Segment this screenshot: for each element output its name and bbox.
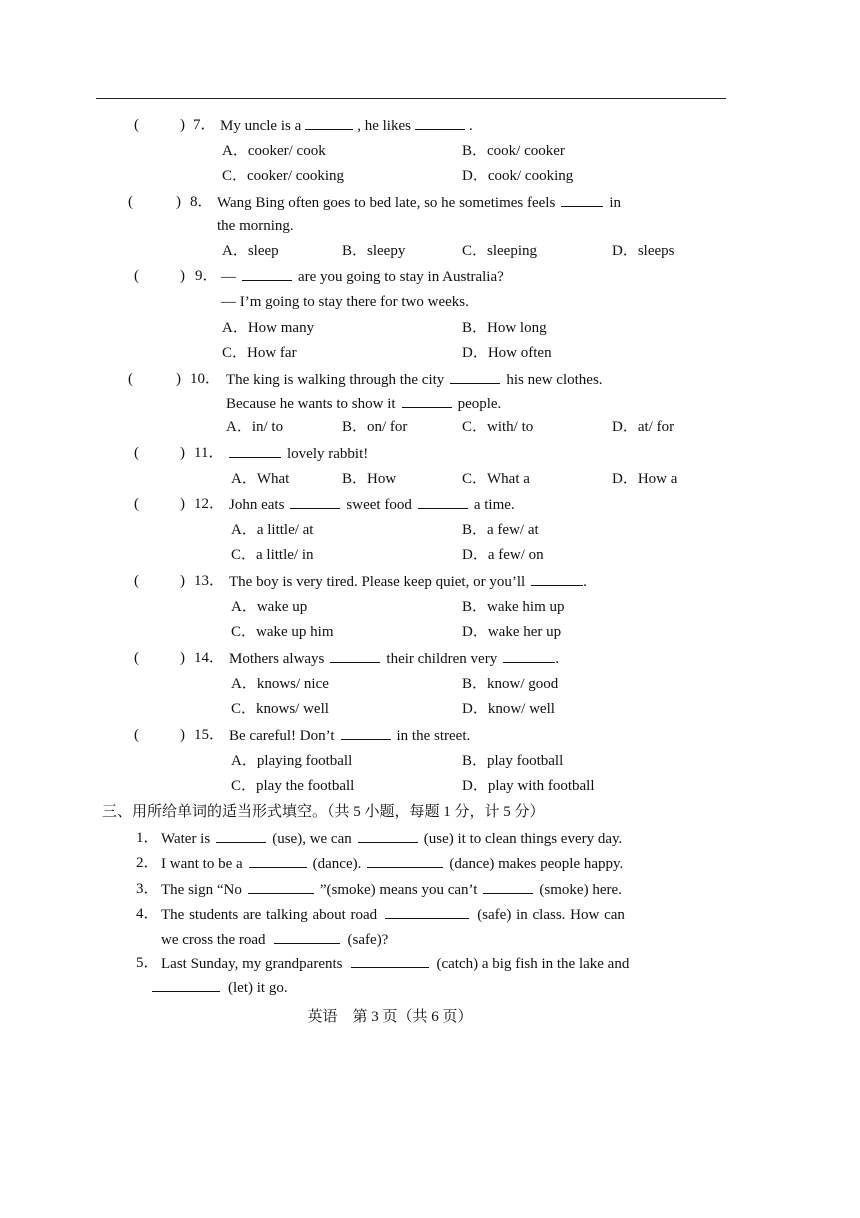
answer-paren-close: ) bbox=[180, 650, 185, 666]
question-number: 11． bbox=[194, 445, 224, 461]
answer-paren-open: ( bbox=[134, 573, 139, 589]
question-stem: Mothers always their children very . bbox=[229, 648, 559, 669]
answer-paren-close: ) bbox=[180, 445, 185, 461]
option-b: B．How long bbox=[462, 320, 547, 336]
question-number: 14． bbox=[194, 650, 225, 666]
option-a: A．in/ to bbox=[226, 419, 284, 435]
question-stem: lovely rabbit! bbox=[229, 443, 368, 464]
answer-blank bbox=[249, 853, 307, 868]
option-d: D．know/ well bbox=[462, 701, 555, 717]
option-b: B．cook/ cooker bbox=[462, 143, 565, 159]
answer-blank bbox=[358, 828, 418, 843]
item-stem: The students are talking about road (safe) in class. How can bbox=[161, 904, 625, 925]
option-b: B．know/ good bbox=[462, 676, 559, 692]
answer-blank bbox=[216, 828, 266, 843]
item-stem: The sign “No ”(smoke) means you can’t (smoke) here. bbox=[161, 879, 622, 900]
option-d: D．cook/ cooking bbox=[462, 168, 574, 184]
option-c: C．sleeping bbox=[462, 243, 537, 259]
option-c: C．How far bbox=[222, 345, 297, 361]
item-number: 5． bbox=[136, 955, 159, 971]
option-a: A．sleep bbox=[222, 243, 279, 259]
answer-paren-close: ) bbox=[176, 371, 181, 387]
option-d: D．a few/ on bbox=[462, 547, 544, 563]
answer-paren-open: ( bbox=[134, 445, 139, 461]
question-number: 10． bbox=[190, 371, 221, 387]
question-stem: Wang Bing often goes to bed late, so he sometimes feels in bbox=[217, 192, 621, 213]
answer-blank bbox=[274, 929, 340, 944]
answer-blank bbox=[415, 115, 465, 130]
question-stem: The boy is very tired. Please keep quiet, or you’ll . bbox=[229, 571, 587, 592]
option-d: D．at/ for bbox=[612, 419, 675, 435]
option-d: D．How often bbox=[462, 345, 552, 361]
item-stem: I want to be a (dance). (dance) makes people happy. bbox=[161, 853, 623, 874]
option-a: A．How many bbox=[222, 320, 315, 336]
question-stem: — are you going to stay in Australia? bbox=[221, 266, 504, 287]
question-number: 15． bbox=[194, 727, 225, 743]
answer-blank bbox=[418, 494, 468, 509]
answer-paren-open: ( bbox=[134, 117, 139, 133]
answer-blank bbox=[152, 977, 220, 992]
option-a: A．playing football bbox=[231, 753, 353, 769]
answer-blank bbox=[367, 853, 443, 868]
item-stem-cont: we cross the road (safe)? bbox=[161, 929, 388, 950]
answer-paren-open: ( bbox=[134, 496, 139, 512]
option-b: B．play football bbox=[462, 753, 564, 769]
answer-blank bbox=[290, 494, 340, 509]
answer-paren-close: ) bbox=[180, 268, 185, 284]
answer-blank bbox=[330, 648, 380, 663]
answer-blank bbox=[561, 192, 603, 207]
header-rule bbox=[96, 98, 726, 99]
option-b: B．on/ for bbox=[342, 419, 408, 435]
answer-paren-open: ( bbox=[128, 371, 133, 387]
answer-blank bbox=[351, 953, 429, 968]
answer-blank bbox=[229, 443, 281, 458]
question-stem: The king is walking through the city his new clothes. bbox=[226, 369, 603, 390]
option-c: C．with/ to bbox=[462, 419, 534, 435]
answer-paren-open: ( bbox=[134, 268, 139, 284]
option-c: C．knows/ well bbox=[231, 701, 329, 717]
option-d: D．play with football bbox=[462, 778, 595, 794]
answer-blank bbox=[385, 904, 469, 919]
option-b: B．sleepy bbox=[342, 243, 406, 259]
answer-paren-open: ( bbox=[128, 194, 133, 210]
item-stem: Water is (use), we can (use) it to clean things every day. bbox=[161, 828, 622, 849]
option-b: B．How bbox=[342, 471, 397, 487]
answer-blank bbox=[450, 369, 500, 384]
question-stem-cont: — I’m going to stay there for two weeks. bbox=[221, 294, 469, 310]
question-number: 9． bbox=[195, 268, 218, 284]
question-stem-cont: the morning. bbox=[217, 218, 294, 234]
item-number: 4． bbox=[136, 906, 159, 922]
option-a: A．cooker/ cook bbox=[222, 143, 326, 159]
answer-blank bbox=[248, 879, 314, 894]
option-a: A．wake up bbox=[231, 599, 308, 615]
item-number: 1． bbox=[136, 830, 159, 846]
option-c: C．wake up him bbox=[231, 624, 334, 640]
option-a: A．knows/ nice bbox=[231, 676, 329, 692]
question-number: 8． bbox=[190, 194, 213, 210]
option-a: A．a little/ at bbox=[231, 522, 314, 538]
item-number: 2． bbox=[136, 855, 159, 871]
option-b: B．wake him up bbox=[462, 599, 565, 615]
question-number: 7． bbox=[193, 117, 216, 133]
question-number: 12． bbox=[194, 496, 225, 512]
option-d: D．How a bbox=[612, 471, 678, 487]
option-d: D．wake her up bbox=[462, 624, 562, 640]
answer-blank bbox=[305, 115, 353, 130]
answer-blank bbox=[503, 648, 555, 663]
question-number: 13． bbox=[194, 573, 225, 589]
answer-paren-close: ) bbox=[180, 573, 185, 589]
option-d: D．sleeps bbox=[612, 243, 675, 259]
item-number: 3． bbox=[136, 881, 159, 897]
answer-paren-close: ) bbox=[180, 117, 185, 133]
question-stem: Be careful! Don’t in the street. bbox=[229, 725, 470, 746]
answer-blank bbox=[483, 879, 533, 894]
section-3-title: 三、用所给单词的适当形式填空。（共 5 小题，每题 1 分，计 5 分） bbox=[102, 804, 545, 820]
question-stem-cont: Because he wants to show it people. bbox=[226, 393, 501, 414]
answer-paren-close: ) bbox=[180, 727, 185, 743]
option-c: C．What a bbox=[462, 471, 530, 487]
question-stem: John eats sweet food a time. bbox=[229, 494, 515, 515]
option-b: B．a few/ at bbox=[462, 522, 539, 538]
option-c: C．play the football bbox=[231, 778, 355, 794]
answer-blank bbox=[242, 266, 292, 281]
question-stem: My uncle is a , he likes . bbox=[220, 115, 473, 136]
item-stem-cont: (let) it go. bbox=[150, 977, 288, 998]
option-c: C．cooker/ cooking bbox=[222, 168, 345, 184]
answer-blank bbox=[402, 393, 452, 408]
option-a: A．What bbox=[231, 471, 290, 487]
answer-paren-open: ( bbox=[134, 650, 139, 666]
item-stem: Last Sunday, my grandparents (catch) a big fish in the lake and bbox=[161, 953, 629, 974]
answer-paren-open: ( bbox=[134, 727, 139, 743]
page-footer: 英语 第 3 页（共 6 页） bbox=[307, 1009, 473, 1025]
answer-paren-close: ) bbox=[180, 496, 185, 512]
answer-blank bbox=[531, 571, 583, 586]
answer-paren-close: ) bbox=[176, 194, 181, 210]
option-c: C．a little/ in bbox=[231, 547, 314, 563]
answer-blank bbox=[341, 725, 391, 740]
